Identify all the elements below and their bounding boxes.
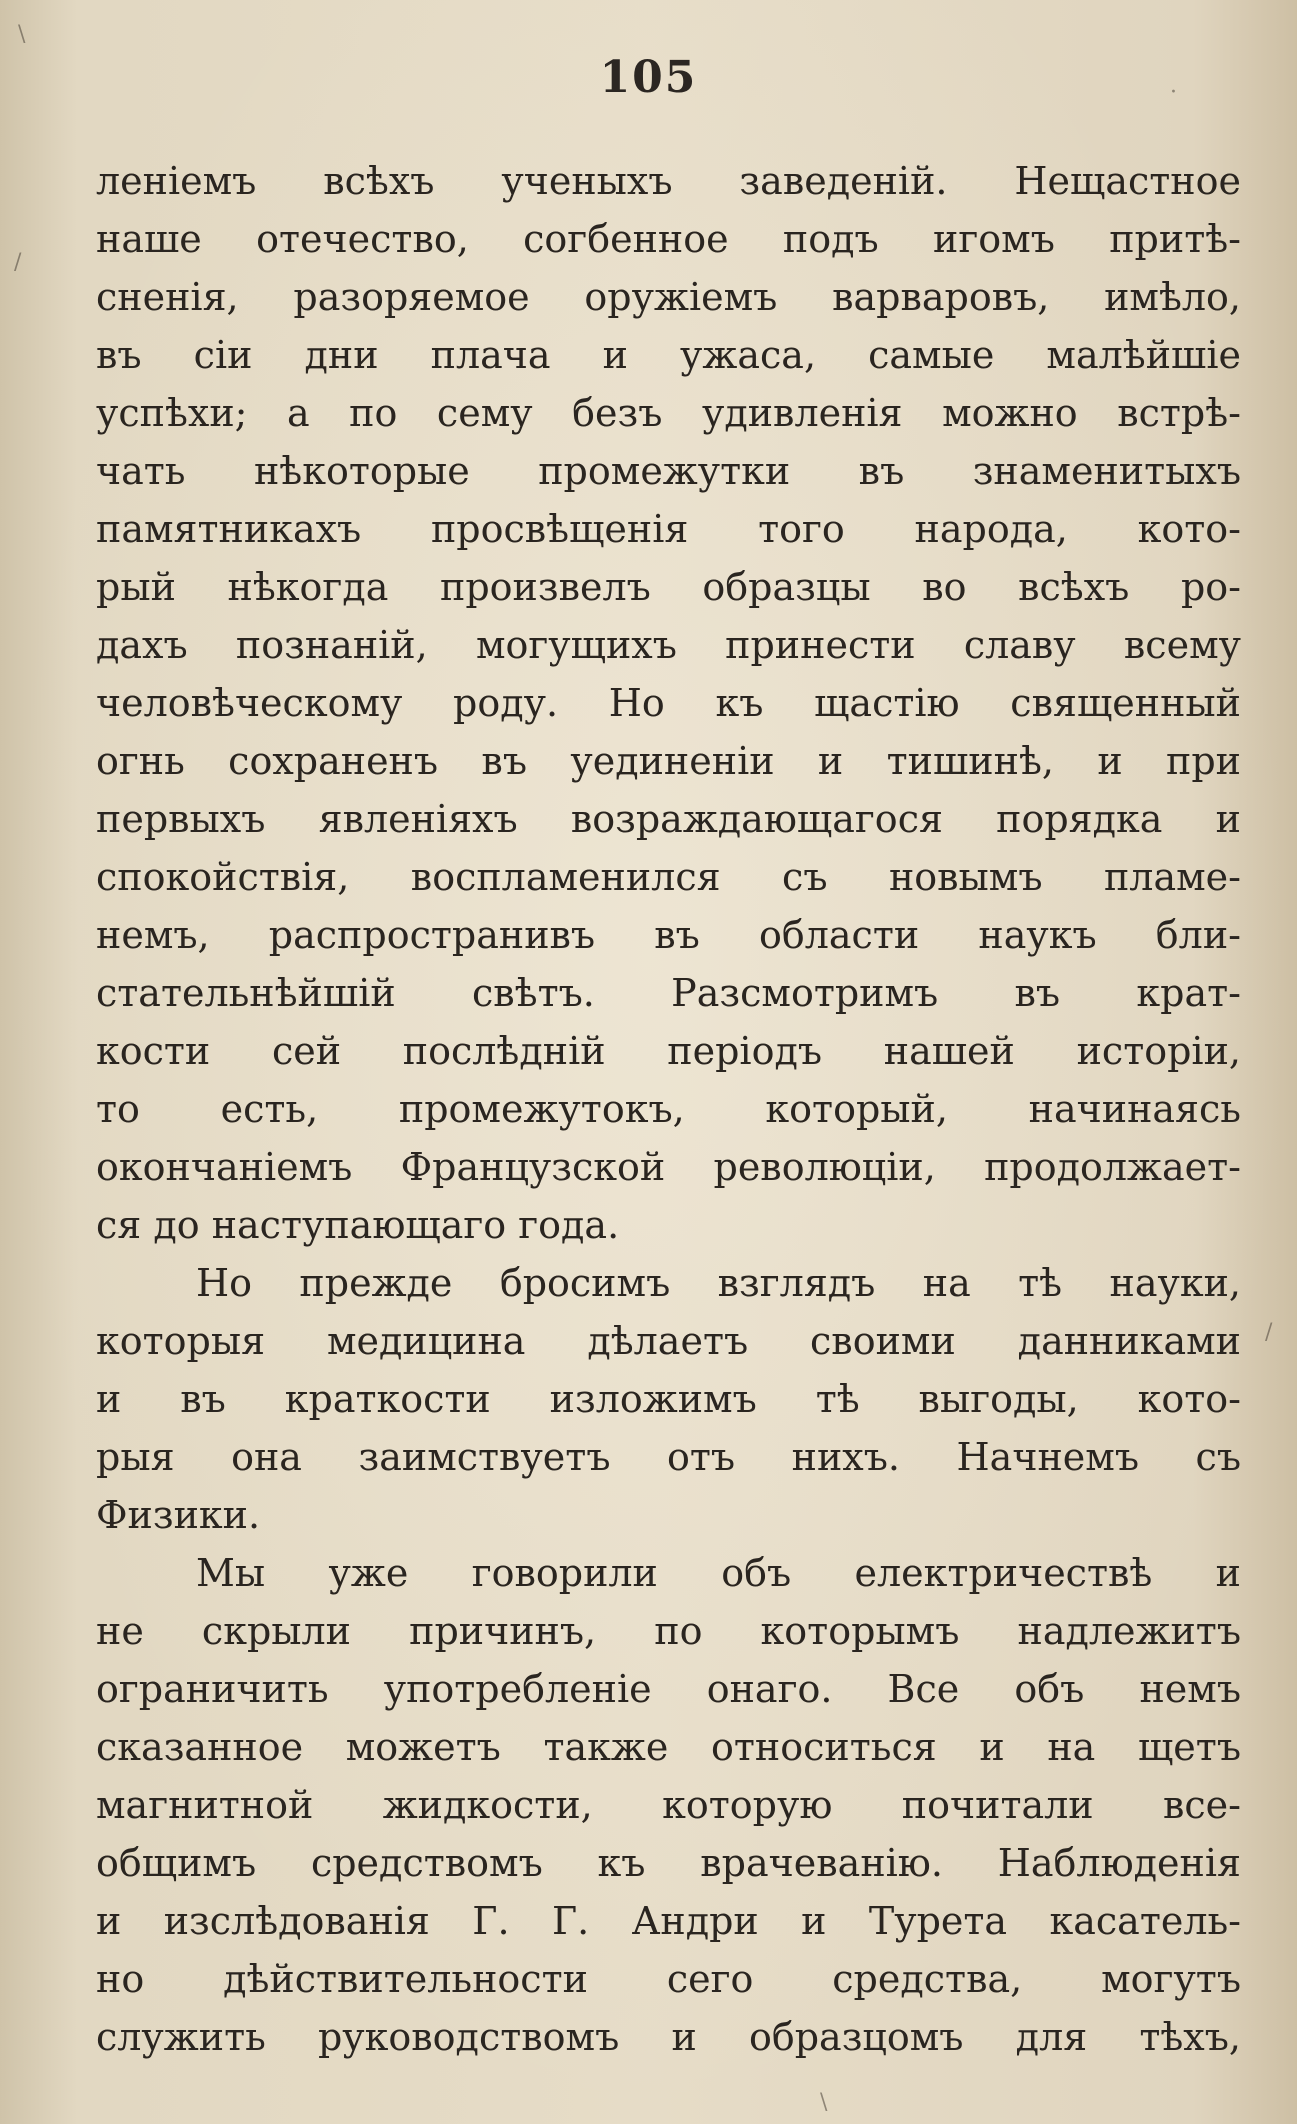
text-line: въ сіи дни плача и ужаса, самые малѣйшіе bbox=[96, 333, 1241, 377]
text-line: рыя она заимствуетъ отъ нихъ. Начнемъ съ bbox=[96, 1435, 1241, 1479]
text-line: но дѣйствительности сего средства, могутъ bbox=[96, 1957, 1241, 2001]
body-text bbox=[96, 152, 1241, 2066]
text-line: кости сей послѣдній періодъ нашей исторіи, bbox=[96, 1029, 1241, 1073]
text-line: ограничить употребленіе онаго. Все объ немъ bbox=[96, 1667, 1241, 1711]
paper-speck: · bbox=[1170, 80, 1177, 105]
paper-speck: / bbox=[1265, 1320, 1273, 1345]
text-line: ся до наступающаго года. bbox=[96, 1203, 620, 1247]
paragraph-2 bbox=[96, 1254, 1241, 1544]
text-line: которыя медицина дѣлаетъ своими данниками bbox=[96, 1319, 1241, 1363]
text-line: и въ краткости изложимъ тѣ выгоды, кото- bbox=[96, 1377, 1241, 1421]
text-line: стательнѣйшій свѣтъ. Разсмотримъ въ крат- bbox=[96, 971, 1241, 1015]
text-line: служить руководствомъ и образцомъ для тѣхъ, bbox=[96, 2015, 1241, 2059]
text-line: наше отечество, согбенное подъ игомъ притѣ- bbox=[96, 217, 1241, 261]
paragraph-1 bbox=[96, 152, 1241, 1254]
text-line: Физики. bbox=[96, 1493, 261, 1537]
text-line: окончаніемъ Французской революціи, продолжает- bbox=[96, 1145, 1241, 1189]
paper-speck: \ bbox=[18, 22, 26, 47]
text-line: чать нѣкоторые промежутки въ знаменитыхъ bbox=[96, 449, 1241, 493]
text-line: и изслѣдованія Г. Г. Андри и Турета касатель- bbox=[96, 1899, 1241, 1943]
paper-speck: / bbox=[14, 250, 22, 275]
text-line: сненія, разоряемое оружіемъ варваровъ, имѣло, bbox=[96, 275, 1241, 319]
text-line: общимъ средствомъ къ врачеванію. Наблюденія bbox=[96, 1841, 1241, 1885]
text-line: спокойствія, воспламенился съ новымъ пламе- bbox=[96, 855, 1241, 899]
text-line: то есть, промежутокъ, который, начинаясь bbox=[96, 1087, 1241, 1131]
text-line: магнитной жидкости, которую почитали все- bbox=[96, 1783, 1241, 1827]
text-line: памятникахъ просвѣщенія того народа, кото- bbox=[96, 507, 1241, 551]
text-line: дахъ познаній, могущихъ принести славу всему bbox=[96, 623, 1241, 667]
text-line: леніемъ всѣхъ ученыхъ заведеній. Нещастное bbox=[96, 159, 1241, 203]
text-line: рый нѣкогда произвелъ образцы во всѣхъ ро- bbox=[96, 565, 1241, 609]
text-line: человѣческому роду. Но къ щастію священный bbox=[96, 681, 1241, 725]
text-line: успѣхи; а по сему безъ удивленія можно встрѣ- bbox=[96, 391, 1241, 435]
text-line: Мы уже говорили объ електричествѣ и bbox=[196, 1551, 1241, 1595]
text-line: не скрыли причинъ, по которымъ надлежитъ bbox=[96, 1609, 1241, 1653]
text-line: немъ, распространивъ въ области наукъ бли- bbox=[96, 913, 1241, 957]
paper-speck: \ bbox=[820, 2090, 828, 2115]
text-line: Но прежде бросимъ взглядъ на тѣ науки, bbox=[196, 1261, 1241, 1305]
page-number: 105 bbox=[599, 52, 698, 103]
text-line: сказанное можетъ также относиться и на щетъ bbox=[96, 1725, 1241, 1769]
text-line: первыхъ явленіяхъ возраждающагося порядка и bbox=[96, 797, 1241, 841]
text-line: огнь сохраненъ въ уединеніи и тишинѣ, и при bbox=[96, 739, 1241, 783]
paragraph-3 bbox=[96, 1544, 1241, 2066]
